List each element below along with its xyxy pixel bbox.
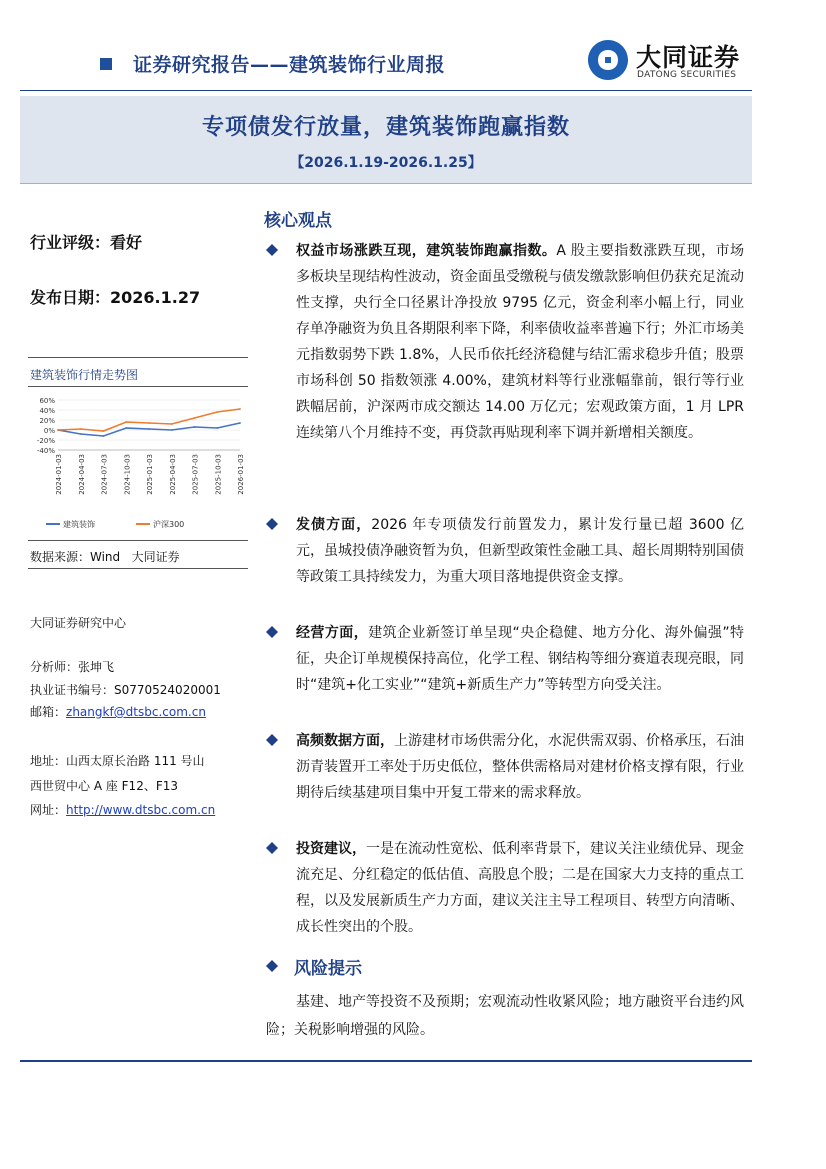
point-2-text: 2026 年专项债发行前置发力，累计发行量已超 3600 亿元，虽城投债净融资暂为负，但新型政策性金融工具、超长周期特别国债等政策工具持续发力，为重大项目落地提供资金支撑。 bbox=[296, 517, 745, 585]
point-5-lead: 投资建议， bbox=[296, 841, 366, 857]
chart-legend-label: 沪深300 bbox=[153, 520, 185, 529]
chart-data-point bbox=[57, 429, 59, 431]
chart-data-point bbox=[194, 417, 196, 419]
chart-data-point bbox=[216, 411, 218, 413]
chart-legend-label: 建筑装饰 bbox=[63, 520, 95, 529]
header-divider bbox=[20, 90, 752, 91]
point-3-text: 建筑企业新签订单呈现“央企稳健、地方分化、海外偏强”特征，央企订单规模保持高位，化学工程、钢结构等细分赛道表现亮眼，同时“建筑+化工实业”“建筑+新质生产力”等转型方向受关注。 bbox=[296, 625, 745, 693]
bullet-diamond-icon bbox=[266, 244, 278, 256]
title-banner bbox=[20, 96, 752, 184]
bullet-diamond-icon bbox=[266, 842, 278, 854]
research-center: 大同证券研究中心 bbox=[30, 616, 127, 630]
chart-data-point bbox=[171, 429, 173, 431]
industry-rating: 行业评级：看好 bbox=[30, 233, 143, 252]
chart-data-point bbox=[125, 427, 127, 429]
website-row bbox=[30, 801, 215, 818]
chart-x-tick-label: 2025-10-03 bbox=[214, 454, 223, 495]
footer-divider bbox=[20, 1060, 752, 1062]
trend-chart bbox=[30, 394, 245, 536]
risk-text: 基建、地产等投资不及预期；宏观流动性收紧风险；地方融资平台违约风险；关税影响增强的风险。 bbox=[266, 994, 744, 1038]
chart-data-point bbox=[148, 422, 150, 424]
chart-y-tick-label: 20% bbox=[39, 417, 55, 425]
chart-y-tick-label: -20% bbox=[36, 437, 55, 445]
chart-data-point bbox=[103, 430, 105, 432]
core-views-heading: 核心观点 bbox=[264, 211, 332, 231]
chart-data-point bbox=[80, 433, 82, 435]
risk-heading: 风险提示 bbox=[294, 959, 362, 979]
chart-data-point bbox=[125, 421, 127, 423]
logo-chinese-name: 大同证券 bbox=[636, 43, 741, 72]
chart-data-point bbox=[194, 426, 196, 428]
point-2 bbox=[296, 512, 744, 590]
bullet-diamond-icon bbox=[266, 734, 278, 746]
chart-data-point bbox=[171, 423, 173, 425]
certificate-number: 执业证书编号：S0770524020001 bbox=[30, 683, 221, 697]
address-line-2: 西世贸中心 A 座 F12、F13 bbox=[30, 779, 178, 793]
point-1-text: A 股主要指数涨跌互现，市场多板块呈现结构性波动，资金面虽受缴税与债发缴款影响但仍获充足流动性支撑，央行全口径累计净投放 9795 亿元，资金利率小幅上行，同业存单净融资为负且各期限利率下降，利率债收益率普遍下行；外汇市场美元指数弱势下跌 1.8%，人民币依托经济稳健与结汇需求稳步升值；股票市场科创 50 指数领涨 4.00%，建筑材料等行业涨幅靠前，银行等行业跌幅居前，沪深两市成交额达 14.00 万亿元；宏观政策方面，1 月 LPR 连续第八个月维持不变，再贷款再贴现利率下调并新增相关额度。 bbox=[296, 243, 745, 441]
point-3 bbox=[296, 620, 744, 698]
point-1-lead: 权益市场涨跌互现，建筑装饰跑赢指数。 bbox=[296, 243, 557, 259]
bullet-diamond-icon bbox=[266, 626, 278, 638]
logo-english-name: DATONG SECURITIES bbox=[637, 70, 737, 80]
point-5-text: 一是在流动性宽松、低利率背景下，建议关注业绩优异、现金流充足、分红稳定的低估值、高股息个股；二是在国家大力支持的重点工程，以及发展新质生产力方面，建议关注主导工程项目、转型方向清晰、成长性突出的个股。 bbox=[296, 841, 744, 935]
chart-x-tick-label: 2026-01-03 bbox=[237, 454, 245, 495]
point-5 bbox=[296, 836, 744, 940]
point-1 bbox=[296, 238, 744, 446]
point-4-lead: 高频数据方面， bbox=[296, 733, 394, 749]
email-label: 邮箱： bbox=[30, 705, 67, 719]
header-square-icon bbox=[100, 58, 112, 70]
company-logo bbox=[584, 36, 764, 88]
point-3-lead: 经营方面， bbox=[296, 625, 369, 641]
chart-y-tick-label: 60% bbox=[39, 397, 55, 405]
chart-y-tick-label: -40% bbox=[36, 447, 55, 455]
chart-y-tick-label: 0% bbox=[43, 427, 55, 435]
chart-x-tick-label: 2024-01-03 bbox=[55, 454, 63, 495]
chart-data-point bbox=[239, 422, 241, 424]
chart-bottom-rule bbox=[28, 540, 248, 541]
website-link[interactable]: http://www.dtsbc.com.cn bbox=[66, 803, 216, 817]
website-label: 网址： bbox=[30, 803, 67, 817]
chart-title: 建筑装饰行情走势图 bbox=[30, 368, 139, 382]
chart-title-rule bbox=[28, 386, 248, 387]
point-4 bbox=[296, 728, 744, 806]
page-header bbox=[0, 0, 826, 95]
analyst-name: 分析师：张坤飞 bbox=[30, 660, 115, 674]
chart-data-point bbox=[216, 427, 218, 429]
chart-x-tick-label: 2025-01-03 bbox=[146, 454, 154, 495]
chart-y-tick-label: 40% bbox=[39, 407, 55, 415]
risk-diamond-icon bbox=[266, 960, 278, 972]
chart-data-point bbox=[239, 408, 241, 410]
chart-source-rule bbox=[28, 568, 248, 569]
address-line-1: 地址：山西太原长治路 111 号山 bbox=[30, 754, 205, 768]
chart-x-tick-label: 2025-07-03 bbox=[191, 454, 200, 495]
point-4-text: 上游建材市场供需分化，水泥供需双弱、价格承压，石油沥青装置开工率处于历史低位，整体供需格局对建材价格支撑有限，行业期待后续基建项目集中开复工带来的需求释放。 bbox=[296, 733, 744, 801]
trend-chart-svg bbox=[30, 394, 245, 536]
chart-top-rule bbox=[28, 357, 248, 358]
chart-x-tick-label: 2025-04-03 bbox=[168, 454, 177, 495]
chart-x-tick-label: 2024-07-03 bbox=[100, 454, 109, 495]
chart-data-point bbox=[80, 428, 82, 430]
email-link[interactable]: zhangkf@dtsbc.com.cn bbox=[66, 705, 206, 719]
chart-data-point bbox=[103, 435, 105, 437]
bullet-diamond-icon bbox=[266, 518, 278, 530]
banner-title: 专项债发行放量，建筑装饰跑赢指数 bbox=[201, 115, 570, 140]
chart-data-point bbox=[148, 428, 150, 430]
publish-date: 发布日期：2026.1.27 bbox=[30, 288, 201, 307]
chart-source: 数据来源：Wind 大同证券 bbox=[30, 550, 180, 564]
chart-x-tick-label: 2024-04-03 bbox=[77, 454, 86, 495]
report-title: 证券研究报告——建筑装饰行业周报 bbox=[133, 54, 446, 76]
chart-x-tick-label: 2024-10-03 bbox=[123, 454, 132, 495]
datong-logo-icon bbox=[584, 36, 632, 84]
point-2-lead: 发债方面， bbox=[296, 517, 372, 533]
banner-date-range: 【2026.1.19-2026.1.25】 bbox=[290, 155, 482, 171]
email-row bbox=[30, 703, 206, 720]
